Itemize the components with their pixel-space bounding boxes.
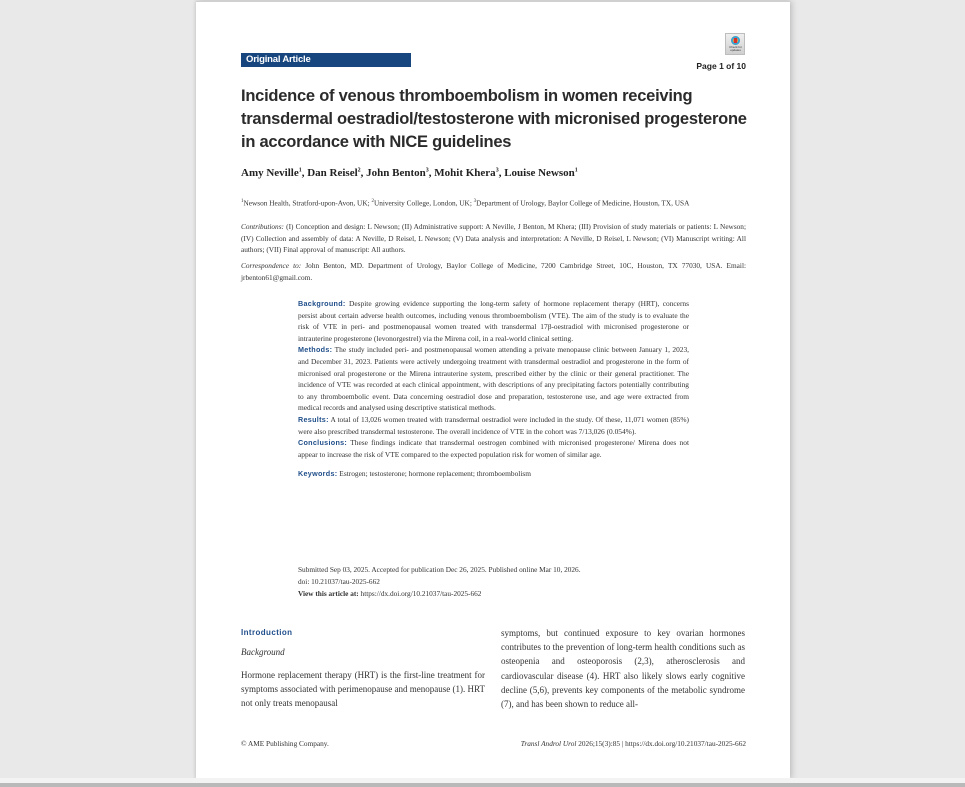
body-column-right: symptoms, but continued exposure to key ovarian hormones contributes to the prevention of long-term health conditions such as osteopenia and osteoporosis (2,3), atherosclerosis and cardiovascular disease (4). HRT also likely slows early cognitive decline (5,6), prevents key components of the metabolic syndrome (7), and has been shown to reduce all- <box>501 628 745 710</box>
pdf-page <box>196 1 790 779</box>
correspondence: Correspondence to: John Benton, MD. Department of Urology, Baylor College of Medicine, 7200 Cambridge Street, 10C, Houston, TX 77030, USA. Email: jrbenton61@gmail.com. <box>241 261 747 282</box>
body-column-left: Hormone replacement therapy (HRT) is the first-line treatment for symptoms associated with perimenopause and menopause (1). HRT not only treats menopausal <box>241 670 485 709</box>
article-title: Incidence of venous thromboembolism in women receiving transdermal oestradiol/testosterone with micronised progesterone in accordance with NICE guidelines <box>241 87 747 151</box>
abstract-conclusions: Conclusions: These findings indicate that transdermal oestrogen combined with micronised progesterone/ Mirena does not appear to increase the risk of VTE compared to the expected population risk for women of similar age. <box>298 438 689 459</box>
publication-dates: Submitted Sep 03, 2025. Accepted for publication Dec 26, 2025. Published online Mar 10, 2026. <box>298 565 581 574</box>
author-list <box>241 167 578 179</box>
footer-citation: Transl Androl Urol 2026;15(3):85 | https://dx.doi.org/10.21037/tau-2025-662 <box>520 739 746 748</box>
doi[interactable]: doi: 10.21037/tau-2025-662 <box>298 577 380 586</box>
footer-copyright: © AME Publishing Company. <box>241 739 329 748</box>
author: Dan Reisel$^2$, <box>307 167 367 179</box>
author: John Benton$^3$, <box>366 167 435 179</box>
article-type-badge: Original Article <box>241 53 411 67</box>
author: Louise Newson$^1$ <box>504 167 578 179</box>
crossmark-icon <box>731 36 740 45</box>
author: Amy Neville$^1$, <box>241 167 308 179</box>
abstract-methods: Methods: The study included peri- and postmenopausal women attending a private menopause clinic between January 1, 2023, and December 31, 2023. Patients were actively undergoing treatment with transdermal oestradiol and progesterone in the form of micronised oral progesterone or the Mirena intrauterine system, prescribed either by the clinic or their general practitioner. The incidence of VTE was recorded at each clinical appointment, with descriptions of any precipitating factors potentially contributing to any thromboembolic event. Data concerning oestradiol dose and preparation, testosterone use, and age were extracted from medical records and analysed using descriptive statistical methods. <box>298 345 689 413</box>
horizontal-scrollbar[interactable] <box>0 783 965 787</box>
author: Mohit Khera$^3$, <box>434 167 505 179</box>
abstract-results: Results: A total of 13,026 women treated with transdermal oestradiol were included in the study. Of these, 11,071 women (85%) were also prescribed transdermal testosterone. The overall incidence of VTE in the cohort was 7/13,026 (0.054%). <box>298 414 689 436</box>
check-updates-label: Check for updates <box>729 45 742 52</box>
affiliations: $^1$Newson Health, Stratford-upon-Avon, UK; $^2$University College, London, UK; $^3$Department of Urology, Baylor College of Medicine, Houston, TX, USA <box>241 198 690 208</box>
page-indicator: Page 1 of 10 <box>696 61 746 71</box>
contributions: Contributions: (I) Conception and design: L Newson; (II) Administrative support: A Neville, J Benton, M Khera; (III) Provision of study materials or patients: L Newson; (IV) Collection and assembly of data: A Neville, D Reisel, L Newson; (V) Data analysis and interpretation: A Neville, D Reisel, L Newson; (VI) Manuscript writing: All authors; (VII) Final approval of manuscript: All authors. <box>241 222 746 255</box>
introduction-heading: Introduction <box>241 628 293 637</box>
check-for-updates-icon[interactable] <box>725 33 745 55</box>
keywords: Keywords: Estrogen; testosterone; hormone replacement; thromboembolism <box>298 469 531 479</box>
abstract-background: Background: Despite growing evidence supporting the long-term safety of hormone replacement therapy (HRT), concerns persist about certain adverse health outcomes, including venous thromboembolism (VTE). The aim of the study is to evaluate the risk of VTE in peri- and postmenopausal women treated with transdermal 17β-oestradiol with micronised progesterone or intrauterine progesterone (levonorgestrel) via the Mirena coil, in a real-world clinical setting. <box>298 299 689 343</box>
abstract <box>298 298 689 480</box>
publication-info <box>298 564 581 600</box>
view-article-link[interactable]: View this article at: https://dx.doi.org/10.21037/tau-2025-662 <box>298 589 482 598</box>
background-subheading: Background <box>241 647 285 657</box>
